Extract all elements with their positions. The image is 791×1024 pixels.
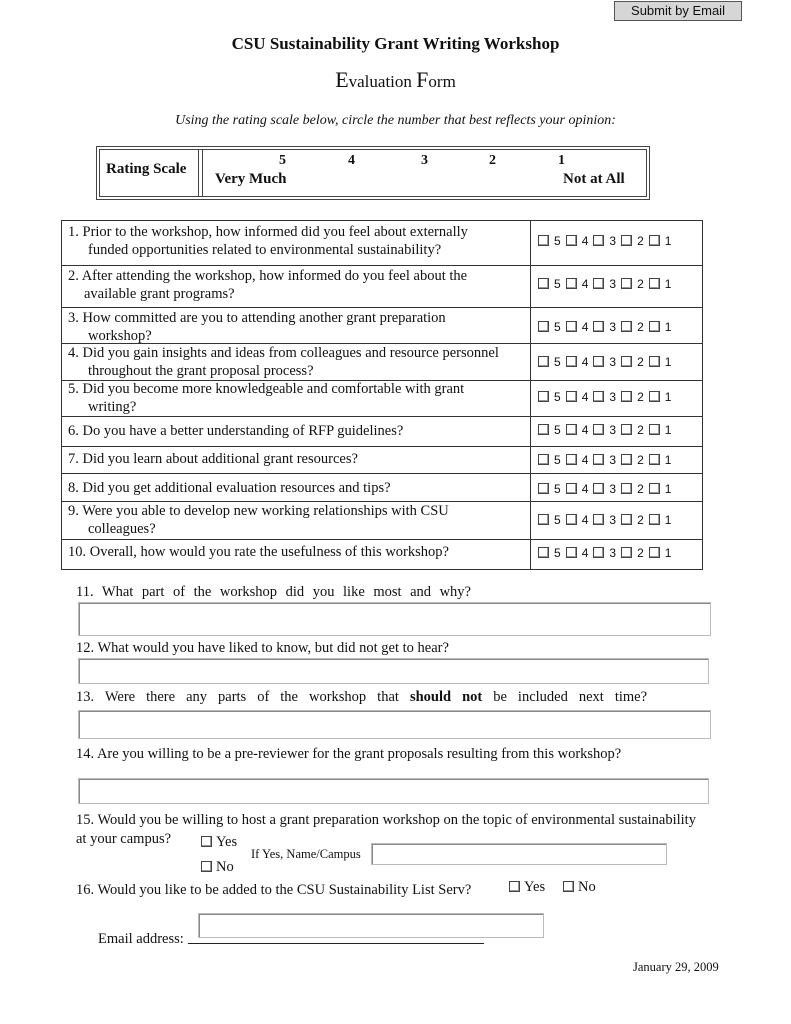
- question-4: [68, 344, 523, 380]
- subtitle-word-2-rest: orm: [428, 72, 456, 91]
- question-10-ratings: [538, 546, 676, 560]
- q9-rating-1-checkbox[interactable]: [649, 514, 660, 525]
- rating-label: 3: [609, 453, 617, 467]
- q5-rating-2-checkbox[interactable]: [621, 391, 632, 402]
- q1-rating-3-checkbox[interactable]: [593, 235, 604, 246]
- q8-rating-4-checkbox[interactable]: [566, 483, 577, 494]
- email-address-label: Email address:: [98, 931, 184, 947]
- q2-rating-3-checkbox[interactable]: [593, 278, 604, 289]
- rating-label: 2: [637, 513, 644, 527]
- submit-by-email-button[interactable]: Submit by Email: [614, 1, 742, 21]
- q5-rating-3-checkbox[interactable]: [593, 391, 604, 402]
- q3-rating-2-checkbox[interactable]: [621, 321, 632, 332]
- q6-rating-2-checkbox[interactable]: [621, 424, 632, 435]
- rating-label: 1: [664, 482, 672, 496]
- rating-scale-4: 4: [348, 153, 355, 168]
- rating-scale-5: 5: [279, 153, 286, 168]
- q6-rating-5-checkbox[interactable]: [538, 424, 549, 435]
- question-13-answer-field[interactable]: [78, 710, 711, 739]
- q9-rating-3-checkbox[interactable]: [593, 514, 604, 525]
- rating-label: 5: [554, 453, 561, 467]
- q4-rating-5-checkbox[interactable]: [538, 356, 549, 367]
- form-title: CSU Sustainability Grant Writing Workshop: [231, 34, 560, 53]
- rating-label: 2: [637, 546, 644, 560]
- question-7-ratings: [538, 453, 676, 467]
- rating-label: 1: [664, 390, 672, 404]
- question-11-label: 11. What part of the workshop did you like most and why?: [76, 584, 471, 600]
- question-15-line-2: at your campus?: [76, 831, 172, 847]
- rating-label: 5: [554, 390, 561, 404]
- rating-label: 5: [554, 513, 561, 527]
- q8-rating-1-checkbox[interactable]: [649, 483, 660, 494]
- rating-label: 5: [554, 234, 561, 248]
- q8-rating-3-checkbox[interactable]: [593, 483, 604, 494]
- q8-rating-5-checkbox[interactable]: [538, 483, 549, 494]
- rating-label: 5: [554, 546, 561, 560]
- q1-rating-4-checkbox[interactable]: [566, 235, 577, 246]
- question-5-line-2: writing?: [88, 399, 137, 415]
- q5-rating-1-checkbox[interactable]: [649, 391, 660, 402]
- rating-label: 1: [664, 513, 672, 527]
- question-3-ratings: [538, 320, 676, 334]
- rating-label: 3: [609, 482, 617, 496]
- subtitle-initial-e: E: [335, 67, 349, 92]
- rating-label: 1: [664, 423, 672, 437]
- question-16-no-option: [563, 878, 596, 896]
- question-9: [68, 502, 523, 538]
- rating-label: 2: [637, 234, 644, 248]
- question-9-line-1: 9. Were you able to develop new working relationships with CSU: [68, 503, 449, 519]
- rating-scale-3: 3: [421, 153, 428, 168]
- rating-label: 4: [581, 453, 589, 467]
- rating-scale-box: [96, 146, 650, 200]
- rating-label: 5: [554, 423, 561, 437]
- q7-rating-5-checkbox[interactable]: [538, 454, 549, 465]
- rating-scale-2: 2: [489, 153, 496, 168]
- row-divider: [62, 265, 702, 266]
- q8-rating-2-checkbox[interactable]: [621, 483, 632, 494]
- question-13-text-end: be included next time?: [493, 689, 648, 705]
- q3-rating-5-checkbox[interactable]: [538, 321, 549, 332]
- question-4-ratings: [538, 355, 676, 369]
- question-5: [68, 380, 523, 416]
- question-14-label: 14. Are you willing to be a pre-reviewer for the grant proposals resulting from this workshop?: [76, 746, 622, 762]
- q9-rating-2-checkbox[interactable]: [621, 514, 632, 525]
- q10-rating-2-checkbox[interactable]: [621, 547, 632, 558]
- question-1-line-2: funded opportunities related to environmental sustainability?: [88, 242, 442, 258]
- question-10-line-1: 10. Overall, how would you rate the usefulness of this workshop?: [68, 544, 449, 560]
- rating-label: 3: [609, 355, 617, 369]
- q3-rating-4-checkbox[interactable]: [566, 321, 577, 332]
- q2-rating-4-checkbox[interactable]: [566, 278, 577, 289]
- question-5-ratings: [538, 390, 676, 404]
- question-16-yes-label: Yes: [524, 879, 546, 895]
- email-address-field[interactable]: [198, 913, 544, 938]
- q10-rating-5-checkbox[interactable]: [538, 547, 549, 558]
- q4-rating-1-checkbox[interactable]: [649, 356, 660, 367]
- form-date: January 29, 2009: [633, 960, 719, 974]
- question-13-text-start: 13. Were there any parts of the workshop that: [76, 689, 399, 705]
- question-13-emphasis: should not: [409, 689, 483, 705]
- rating-label: 1: [664, 320, 672, 334]
- row-divider: [62, 539, 702, 540]
- q2-rating-2-checkbox[interactable]: [621, 278, 632, 289]
- question-2: [68, 267, 523, 303]
- q1-rating-1-checkbox[interactable]: [649, 235, 660, 246]
- rating-label: 4: [581, 277, 589, 291]
- rating-label: 3: [609, 320, 617, 334]
- rating-label: 5: [554, 482, 561, 496]
- question-1-line-1: 1. Prior to the workshop, how informed did you feel about externally: [68, 224, 468, 240]
- rating-label: 4: [581, 355, 589, 369]
- rating-label: 1: [664, 277, 672, 291]
- question-6: [68, 422, 523, 440]
- rating-label: 4: [581, 513, 589, 527]
- row-divider: [62, 307, 702, 308]
- rating-label: 3: [609, 277, 617, 291]
- rating-label: 5: [554, 320, 561, 334]
- rating-scale-high-label: Very Much: [215, 171, 287, 187]
- question-11-answer-field[interactable]: [78, 602, 711, 636]
- rating-scale-label: Rating Scale: [106, 161, 187, 177]
- question-8: [68, 479, 523, 497]
- q4-rating-3-checkbox[interactable]: [593, 356, 604, 367]
- rating-label: 4: [581, 320, 589, 334]
- question-1: [68, 223, 523, 259]
- subtitle-initial-f: F: [416, 67, 429, 92]
- q2-rating-5-checkbox[interactable]: [538, 278, 549, 289]
- q2-rating-1-checkbox[interactable]: [649, 278, 660, 289]
- q10-rating-1-checkbox[interactable]: [649, 547, 660, 558]
- table-column-divider: [530, 221, 531, 569]
- subtitle-word-1-rest: valuation: [348, 72, 417, 91]
- row-divider: [62, 473, 702, 474]
- question-2-line-2: available grant programs?: [84, 286, 235, 302]
- question-3-line-1: 3. How committed are you to attending another grant preparation: [68, 310, 446, 326]
- question-6-ratings: [538, 423, 676, 437]
- question-16-yes-checkbox[interactable]: [509, 881, 520, 892]
- question-12-label: 12. What would you have liked to know, but did not get to hear?: [76, 640, 449, 656]
- question-13-label: [76, 688, 647, 706]
- rating-label: 4: [581, 423, 589, 437]
- rating-label: 1: [664, 234, 672, 248]
- question-15-line-1: 15. Would you be willing to host a grant preparation workshop on the topic of environmental sustainability: [76, 812, 696, 828]
- q10-rating-3-checkbox[interactable]: [593, 547, 604, 558]
- rating-label: 3: [609, 546, 617, 560]
- question-15-if-yes-label: If Yes, Name/Campus: [251, 847, 361, 861]
- question-1-ratings: [538, 234, 676, 248]
- rating-label: 3: [609, 234, 617, 248]
- q4-rating-2-checkbox[interactable]: [621, 356, 632, 367]
- rating-label: 4: [581, 390, 589, 404]
- question-15-no-option: [201, 858, 234, 876]
- question-3: [68, 309, 523, 345]
- rating-label: 1: [664, 355, 672, 369]
- q1-rating-5-checkbox[interactable]: [538, 235, 549, 246]
- q7-rating-2-checkbox[interactable]: [621, 454, 632, 465]
- questions-table: [61, 220, 703, 570]
- q1-rating-2-checkbox[interactable]: [621, 235, 632, 246]
- rating-label: 3: [609, 390, 617, 404]
- question-16-label: 16. Would you like to be added to the CSU Sustainability List Serv?: [76, 882, 472, 898]
- rating-scale-divider: [198, 150, 203, 196]
- question-7-line-1: 7. Did you learn about additional grant resources?: [68, 451, 358, 467]
- question-6-line-1: 6. Do you have a better understanding of RFP guidelines?: [68, 423, 404, 439]
- rating-scale-low-label: Not at All: [563, 171, 625, 187]
- question-16-no-label: No: [578, 879, 596, 895]
- question-8-line-1: 8. Did you get additional evaluation resources and tips?: [68, 480, 391, 496]
- q5-rating-5-checkbox[interactable]: [538, 391, 549, 402]
- question-4-line-2: throughout the grant proposal process?: [88, 363, 314, 379]
- rating-label: 4: [581, 546, 589, 560]
- question-16-no-checkbox[interactable]: [563, 881, 574, 892]
- row-divider: [62, 446, 702, 447]
- q10-rating-4-checkbox[interactable]: [566, 547, 577, 558]
- rating-label: 2: [637, 320, 644, 334]
- instructions: Using the rating scale below, circle the number that best reflects your opinion:: [175, 113, 616, 128]
- email-underline: [188, 943, 484, 944]
- question-15-yes-label: Yes: [216, 834, 238, 850]
- question-10: [68, 543, 523, 561]
- q9-rating-5-checkbox[interactable]: [538, 514, 549, 525]
- rating-label: 2: [637, 277, 644, 291]
- question-15-yes-checkbox[interactable]: [201, 836, 212, 847]
- q7-rating-1-checkbox[interactable]: [649, 454, 660, 465]
- q5-rating-4-checkbox[interactable]: [566, 391, 577, 402]
- rating-label: 1: [664, 546, 672, 560]
- question-9-ratings: [538, 513, 676, 527]
- question-12-answer-field[interactable]: [78, 658, 709, 684]
- q3-rating-1-checkbox[interactable]: [649, 321, 660, 332]
- question-8-ratings: [538, 482, 676, 496]
- q6-rating-3-checkbox[interactable]: [593, 424, 604, 435]
- row-divider: [62, 416, 702, 417]
- question-15-yes-option: [201, 833, 237, 851]
- form-subtitle: [0, 67, 791, 93]
- question-9-line-2: colleagues?: [88, 521, 156, 537]
- rating-label: 3: [609, 423, 617, 437]
- q9-rating-4-checkbox[interactable]: [566, 514, 577, 525]
- rating-label: 2: [637, 453, 644, 467]
- question-2-ratings: [538, 277, 676, 291]
- question-16-yes-option: [509, 878, 545, 896]
- question-5-line-1: 5. Did you become more knowledgeable and comfortable with grant: [68, 381, 465, 397]
- rating-label: 2: [637, 390, 644, 404]
- question-15-no-checkbox[interactable]: [201, 861, 212, 872]
- question-3-line-2: workshop?: [88, 328, 152, 344]
- rating-label: 2: [637, 423, 644, 437]
- question-15-no-label: No: [216, 859, 234, 875]
- rating-label: 5: [554, 355, 561, 369]
- question-4-line-1: 4. Did you gain insights and ideas from colleagues and resource personnel: [68, 345, 499, 361]
- q3-rating-3-checkbox[interactable]: [593, 321, 604, 332]
- rating-label: 2: [637, 482, 644, 496]
- q7-rating-4-checkbox[interactable]: [566, 454, 577, 465]
- q6-rating-4-checkbox[interactable]: [566, 424, 577, 435]
- name-campus-field[interactable]: [371, 843, 667, 865]
- question-2-line-1: 2. After attending the workshop, how informed do you feel about the: [68, 268, 468, 284]
- question-7: [68, 450, 523, 468]
- rating-label: 2: [637, 355, 644, 369]
- rating-label: 1: [664, 453, 672, 467]
- rating-label: 3: [609, 513, 617, 527]
- q6-rating-1-checkbox[interactable]: [649, 424, 660, 435]
- rating-scale-1: 1: [558, 153, 565, 168]
- rating-label: 5: [554, 277, 561, 291]
- rating-label: 4: [581, 234, 589, 248]
- q4-rating-4-checkbox[interactable]: [566, 356, 577, 367]
- q7-rating-3-checkbox[interactable]: [593, 454, 604, 465]
- question-14-answer-field[interactable]: [78, 778, 709, 804]
- rating-label: 4: [581, 482, 589, 496]
